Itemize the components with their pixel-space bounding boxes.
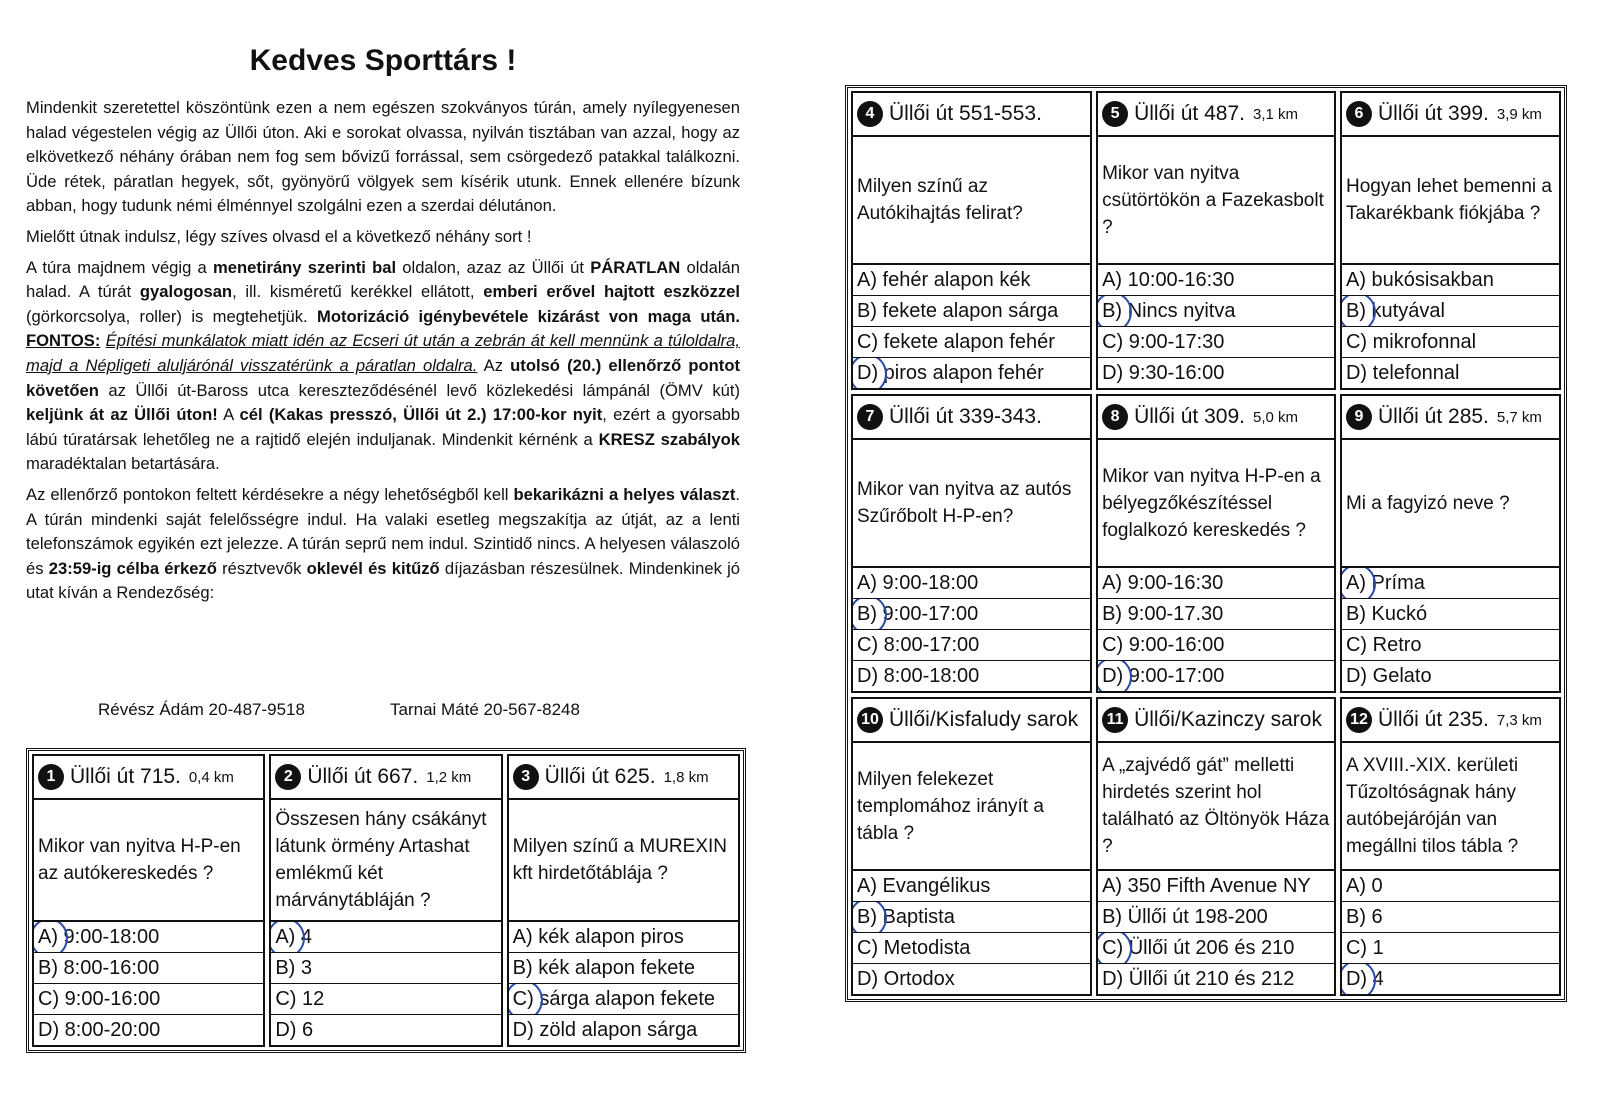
intro-paragraph-4 bbox=[26, 483, 740, 606]
answer-option[interactable] bbox=[1098, 933, 1334, 964]
intro-text bbox=[26, 96, 740, 606]
answer-option-text: A) Príma bbox=[1345, 571, 1425, 594]
answer-option[interactable] bbox=[1342, 964, 1559, 994]
checkpoint-question: Mi a fagyizó neve ? bbox=[1342, 440, 1559, 568]
checkpoint-number: 9 bbox=[1346, 404, 1372, 430]
p4-seg: résztvevők bbox=[216, 558, 307, 578]
checkpoint-location: Üllői út 285. bbox=[1377, 405, 1489, 428]
answer-option[interactable] bbox=[1098, 358, 1334, 388]
p3-seg: , ill. kisméretű kerékkel ellátott, bbox=[232, 282, 484, 302]
answer-option[interactable] bbox=[853, 630, 1090, 661]
answer-option[interactable] bbox=[853, 296, 1090, 327]
answer-option[interactable] bbox=[853, 599, 1090, 630]
checkpoint-header bbox=[1098, 93, 1334, 137]
answer-option-text: D) Gelato bbox=[1345, 664, 1432, 687]
answer-option[interactable] bbox=[1098, 902, 1334, 933]
answer-option-text: D) piros alapon fehér bbox=[857, 361, 1044, 384]
answer-option-text: A) kék alapon piros bbox=[512, 925, 684, 948]
checkpoint-location: Üllői út 399. bbox=[1377, 102, 1489, 125]
answer-option[interactable] bbox=[853, 327, 1090, 358]
checkpoint-header bbox=[1342, 93, 1559, 137]
checkpoint-header bbox=[509, 756, 738, 800]
answer-option-text: D) telefonnal bbox=[1345, 361, 1460, 384]
checkpoint-10 bbox=[851, 697, 1092, 996]
answer-option-text: C) 9:00-17:30 bbox=[1102, 330, 1225, 353]
answer-option[interactable] bbox=[1342, 661, 1559, 691]
checkpoint-header bbox=[1342, 396, 1559, 440]
p3-seg: Motorizáció igénybevétele kizárást von maga után. bbox=[317, 306, 741, 326]
p3-seg: oldalán halad. A túrát bbox=[26, 257, 740, 302]
p3-seg: (görkorcsolya, roller) is megtehetjük. bbox=[26, 306, 318, 326]
p3-seg: Építési munkálatok miatt idén az Ecseri út után a zebrán át kell mennünk a túloldalra, majd a Népligeti aluljárónál visszatérünk a páratlan oldalra. bbox=[26, 331, 740, 375]
answer-option-text: A) fehér alapon kék bbox=[857, 268, 1031, 291]
checkpoint-question: Milyen színű az Autókihajtás felirat? bbox=[853, 137, 1090, 265]
answer-option[interactable] bbox=[1342, 296, 1559, 327]
p3-seg: az Üllői út-Baross utca kereszteződésénél levő közlekedési lámpánál (ÖMV kút) bbox=[98, 380, 740, 400]
checkpoint-question: Mikor van nyitva az autós Szűrőbolt H-P-en? bbox=[853, 440, 1090, 568]
checkpoint-location: Üllői út 551-553. bbox=[889, 102, 1042, 125]
checkpoint-4 bbox=[851, 91, 1092, 390]
p3-seg: utolsó (20.) ellenőrző pontot követően bbox=[26, 355, 740, 400]
checkpoint-location: Üllői út 715. bbox=[70, 765, 181, 788]
checkpoint-question: Mikor van nyitva H-P-en az autókereskedés ? bbox=[34, 800, 263, 922]
answer-option-text: B) Nincs nyitva bbox=[1102, 299, 1236, 322]
answer-option[interactable] bbox=[509, 922, 738, 953]
answer-option-text: A) 350 Fifth Avenue NY bbox=[1102, 874, 1311, 897]
p3-seg: menetirány szerinti bal bbox=[213, 257, 397, 277]
answer-option[interactable] bbox=[853, 265, 1090, 296]
answer-option-text: D) 8:00-20:00 bbox=[38, 1018, 161, 1041]
checkpoint-distance: 7,3 km bbox=[1496, 711, 1542, 729]
answer-option[interactable] bbox=[1342, 902, 1559, 933]
checkpoint-number: 12 bbox=[1346, 707, 1372, 733]
checkpoint-distance: 0,4 km bbox=[188, 768, 234, 786]
answer-option-text: B) Kuckó bbox=[1345, 602, 1428, 625]
answer-circle-mark bbox=[1342, 296, 1376, 327]
checkpoint-number: 5 bbox=[1102, 101, 1128, 127]
answer-option-text: B) 8:00-16:00 bbox=[38, 956, 160, 979]
answer-circle-mark bbox=[853, 358, 887, 388]
answer-option[interactable] bbox=[1342, 933, 1559, 964]
answer-option[interactable] bbox=[509, 984, 738, 1015]
answer-option-text: B) kutyával bbox=[1345, 299, 1445, 322]
p3-seg: keljünk át az Üllői úton! bbox=[26, 405, 218, 425]
checkpoint-number: 1 bbox=[38, 764, 64, 790]
p4-seg: díjazásban részesülnek. Mindenkinek jó utat kíván a Rendezőség: bbox=[26, 558, 740, 603]
answer-option-text: C) 1 bbox=[1345, 936, 1384, 959]
p4-seg: oklevél és kitűző bbox=[306, 558, 440, 578]
checkpoint-number: 4 bbox=[857, 101, 883, 127]
answer-option-text: D) 9:30-16:00 bbox=[1102, 361, 1225, 384]
p3-seg: KRESZ szabályok bbox=[598, 429, 740, 449]
checkpoint-number: 7 bbox=[857, 404, 883, 430]
answer-option-text: B) Baptista bbox=[857, 905, 955, 928]
intro-paragraph-1: Mindenkit szeretettel köszöntünk ezen a nem egészen szokványos túrán, amely nyílegyenesen halad végestelen végig az Üllői úton. Aki e sorokat olvassa, nyilván tisztában van azzal, hogy az elkövetkező néhány órában nem fog sem bővizű forrással, sem csörgedező patakkal találkozni. Üde rétek, páratlan hegyek, sőt, gyönyörű völgyek sem kísérik utunk. Ennek ellenére bízunk abban, hogy tudunk némi élménnyel szolgálni ezen a szerdai délutánon. bbox=[26, 98, 740, 216]
answer-option-text: A) Evangélikus bbox=[857, 874, 991, 897]
answer-option[interactable] bbox=[1342, 630, 1559, 661]
answer-option[interactable] bbox=[1098, 599, 1334, 630]
p3-seg: oldalon, azaz az Üllői út bbox=[396, 257, 591, 277]
answer-option[interactable] bbox=[34, 1015, 263, 1045]
answer-option[interactable] bbox=[1342, 327, 1559, 358]
checkpoint-header bbox=[34, 756, 263, 800]
answer-option[interactable] bbox=[853, 964, 1090, 994]
answer-option-text: A) 0 bbox=[1345, 874, 1383, 897]
answer-option-text: A) 4 bbox=[275, 925, 313, 948]
left-page bbox=[26, 44, 740, 612]
answer-option-text: B) Üllői út 198-200 bbox=[1102, 905, 1268, 928]
answer-option-text: A) 9:00-18:00 bbox=[38, 925, 160, 948]
answer-option-text: C) mikrofonnal bbox=[1345, 330, 1477, 353]
answer-option-text: B) fekete alapon sárga bbox=[857, 299, 1059, 322]
checkpoint-number: 3 bbox=[513, 764, 539, 790]
answer-circle-mark bbox=[1098, 933, 1132, 964]
p4-seg: bekarikázni a helyes választ bbox=[513, 484, 736, 504]
checkpoint-6 bbox=[1340, 91, 1561, 390]
answer-option-text: A) 9:00-18:00 bbox=[857, 571, 979, 594]
p3-seg: maradéktalan betartására. bbox=[26, 454, 220, 474]
checkpoint-2 bbox=[269, 754, 502, 1047]
answer-option-text: B) 3 bbox=[275, 956, 313, 979]
checkpoint-9 bbox=[1340, 394, 1561, 693]
answer-option-text: B) kék alapon fekete bbox=[512, 956, 695, 979]
answer-option[interactable] bbox=[853, 933, 1090, 964]
p4-seg: Az ellenőrző pontokon feltett kérdésekre a négy lehetőségből kell bbox=[26, 484, 514, 504]
answer-option[interactable] bbox=[1098, 327, 1334, 358]
checkpoint-header bbox=[1098, 396, 1334, 440]
answer-circle-mark bbox=[271, 922, 305, 953]
checkpoint-location: Üllői út 235. bbox=[1377, 708, 1489, 731]
answer-option[interactable] bbox=[1342, 568, 1559, 599]
checkpoint-distance: 1,2 km bbox=[426, 768, 472, 786]
checkpoint-grid-4-12 bbox=[845, 85, 1567, 1002]
answer-circle-mark bbox=[1342, 568, 1376, 599]
checkpoint-location: Üllői út 625. bbox=[544, 765, 656, 788]
checkpoint-question: Milyen felekezet templomához irányít a tábla ? bbox=[853, 743, 1090, 871]
checkpoint-question: A XVIII.-XIX. kerületi Tűzoltóságnak hány autóbejáróján van megállni tilos tábla ? bbox=[1342, 743, 1559, 871]
p3-seg: cél (Kakas presszó, Üllői út 2.) 17:00-kor nyit bbox=[239, 405, 603, 425]
answer-option[interactable] bbox=[853, 902, 1090, 933]
answer-option-text: D) Üllői út 210 és 212 bbox=[1102, 967, 1295, 990]
answer-option[interactable] bbox=[853, 661, 1090, 691]
checkpoint-number: 11 bbox=[1102, 707, 1128, 733]
checkpoint-location: Üllői út 339-343. bbox=[889, 405, 1042, 428]
answer-option-text: C) 9:00-16:00 bbox=[38, 987, 161, 1010]
checkpoint-number: 8 bbox=[1102, 404, 1128, 430]
answer-circle-mark bbox=[1342, 964, 1376, 994]
answer-option-text: C) sárga alapon fekete bbox=[512, 987, 715, 1010]
answer-option-text: D) 4 bbox=[1345, 967, 1384, 990]
answer-option[interactable] bbox=[1098, 296, 1334, 327]
answer-option-text: C) Metodista bbox=[857, 936, 971, 959]
answer-option[interactable] bbox=[271, 953, 500, 984]
answer-circle-mark bbox=[853, 599, 887, 630]
checkpoint-12 bbox=[1340, 697, 1561, 996]
checkpoint-question: Hogyan lehet bemenni a Takarékbank fiókjába ? bbox=[1342, 137, 1559, 265]
intro-paragraph-3 bbox=[26, 256, 740, 477]
checkpoint-question: Mikor van nyitva H-P-en a bélyegzőkészítéssel foglalkozó kereskedés ? bbox=[1098, 440, 1334, 568]
answer-option[interactable] bbox=[271, 1015, 500, 1045]
checkpoint-distance: 5,7 km bbox=[1496, 408, 1542, 426]
checkpoint-5 bbox=[1096, 91, 1336, 390]
answer-option-text: D) 8:00-18:00 bbox=[857, 664, 980, 687]
answer-option-text: C) 8:00-17:00 bbox=[857, 633, 980, 656]
checkpoint-number: 2 bbox=[275, 764, 301, 790]
answer-option[interactable] bbox=[34, 953, 263, 984]
p4-seg: . A túrán mindenki saját felelősségre indul. Ha valaki esetleg megszakítja az útját, az a lenti telefonszámok egyikén ezt jelezze. A túrán seprű nem indul. Szintidő nincs. A helyesen válaszoló és bbox=[26, 484, 740, 578]
answer-option[interactable] bbox=[509, 953, 738, 984]
p3-seg: A bbox=[217, 405, 240, 425]
checkpoint-header bbox=[853, 699, 1090, 743]
answer-option[interactable] bbox=[853, 358, 1090, 388]
answer-option[interactable] bbox=[1342, 358, 1559, 388]
answer-option-text: A) 10:00-16:30 bbox=[1102, 268, 1235, 291]
p3-seg: , ezért a gyorsabb lábú túratársak lehetőleg ne a rajtidő elején induljanak. Mindenkit kérnénk a bbox=[26, 405, 741, 449]
checkpoint-question: Milyen színű a MUREXIN kft hirdetőtáblája ? bbox=[509, 800, 738, 922]
checkpoint-question: A „zajvédő gát” melletti hirdetés szerint hol található az Öltönyök Háza ? bbox=[1098, 743, 1334, 871]
checkpoint-1 bbox=[32, 754, 265, 1047]
checkpoint-location: Üllői/Kazinczy sarok bbox=[1134, 708, 1322, 731]
checkpoint-header bbox=[1342, 699, 1559, 743]
answer-option[interactable] bbox=[271, 984, 500, 1015]
page-title: Kedves Sporttárs ! bbox=[249, 44, 517, 77]
answer-option-text: A) bukósisakban bbox=[1345, 268, 1494, 291]
checkpoint-header bbox=[853, 396, 1090, 440]
answer-option-text: D) 9:00-17:00 bbox=[1102, 664, 1225, 687]
answer-option-text: C) 9:00-16:00 bbox=[1102, 633, 1225, 656]
answer-circle-mark bbox=[509, 984, 543, 1015]
checkpoint-header bbox=[853, 93, 1090, 137]
answer-circle-mark bbox=[34, 922, 68, 953]
answer-option[interactable] bbox=[1342, 871, 1559, 902]
checkpoint-8 bbox=[1096, 394, 1336, 693]
p3-seg: Az bbox=[477, 355, 511, 375]
checkpoint-number: 10 bbox=[857, 707, 883, 733]
checkpoint-11 bbox=[1096, 697, 1336, 996]
answer-option-text: D) 6 bbox=[275, 1018, 314, 1041]
answer-option-text: C) Üllői út 206 és 210 bbox=[1102, 936, 1295, 959]
checkpoint-header bbox=[1098, 699, 1334, 743]
answer-option[interactable] bbox=[1342, 599, 1559, 630]
checkpoint-location: Üllői út 487. bbox=[1134, 102, 1245, 125]
answer-option-text: A) 9:00-16:30 bbox=[1102, 571, 1224, 594]
checkpoint-number: 6 bbox=[1346, 101, 1372, 127]
checkpoint-distance: 3,1 km bbox=[1252, 105, 1298, 123]
answer-option[interactable] bbox=[1098, 568, 1334, 599]
checkpoint-7 bbox=[851, 394, 1092, 693]
p3-seg: PÁRATLAN bbox=[590, 257, 681, 277]
contact-2: Tarnai Máté 20-567-8248 bbox=[390, 700, 580, 719]
answer-option[interactable] bbox=[271, 922, 500, 953]
answer-option[interactable] bbox=[1098, 964, 1334, 994]
answer-option[interactable] bbox=[1098, 871, 1334, 902]
answer-circle-mark bbox=[1098, 661, 1132, 691]
answer-option-text: C) fekete alapon fehér bbox=[857, 330, 1055, 353]
checkpoint-location: Üllői út 667. bbox=[307, 765, 419, 788]
answer-option[interactable] bbox=[853, 568, 1090, 599]
answer-option-text: C) 12 bbox=[275, 987, 325, 1010]
p3-seg: A túra majdnem végig a bbox=[26, 257, 213, 277]
answer-option[interactable] bbox=[853, 871, 1090, 902]
checkpoint-question: Mikor van nyitva csütörtökön a Fazekasbolt ? bbox=[1098, 137, 1334, 265]
checkpoint-distance: 3,9 km bbox=[1496, 105, 1542, 123]
answer-option-text: D) Ortodox bbox=[857, 967, 955, 990]
answer-option-text: B) 9:00-17:00 bbox=[857, 602, 979, 625]
answer-option-text: D) zöld alapon sárga bbox=[512, 1018, 698, 1041]
p3-seg: gyalogosan bbox=[139, 282, 233, 302]
answer-option[interactable] bbox=[34, 984, 263, 1015]
answer-option[interactable] bbox=[34, 922, 263, 953]
answer-option[interactable] bbox=[1098, 630, 1334, 661]
intro-paragraph-2: Mielőtt útnak indulsz, légy szíves olvasd el a következő néhány sort ! bbox=[26, 226, 532, 246]
checkpoint-header bbox=[271, 756, 500, 800]
answer-option[interactable] bbox=[509, 1015, 738, 1045]
answer-option[interactable] bbox=[1098, 265, 1334, 296]
checkpoint-location: Üllői út 309. bbox=[1134, 405, 1245, 428]
answer-option[interactable] bbox=[1098, 661, 1334, 691]
p3-seg: emberi erővel hajtott eszközzel bbox=[483, 282, 740, 302]
answer-option-text: B) 6 bbox=[1345, 905, 1383, 928]
contact-1: Révész Ádám 20-487-9518 bbox=[98, 700, 305, 719]
p4-seg: 23:59-ig célba érkező bbox=[48, 558, 217, 578]
answer-option-text: C) Retro bbox=[1345, 633, 1422, 656]
answer-option-text: B) 9:00-17.30 bbox=[1102, 602, 1224, 625]
p3-seg: FONTOS: bbox=[26, 331, 101, 351]
checkpoint-3 bbox=[507, 754, 740, 1047]
checkpoint-distance: 5,0 km bbox=[1252, 408, 1298, 426]
checkpoint-distance: 1,8 km bbox=[663, 768, 709, 786]
checkpoint-location: Üllői/Kisfaludy sarok bbox=[889, 708, 1079, 731]
answer-circle-mark bbox=[853, 902, 887, 933]
answer-circle-mark bbox=[1098, 296, 1132, 327]
answer-option[interactable] bbox=[1342, 265, 1559, 296]
checkpoint-grid-1-3 bbox=[26, 748, 746, 1053]
checkpoint-question: Összesen hány csákányt látunk örmény Artashat emlékmű két márványtábláján ? bbox=[271, 800, 500, 922]
